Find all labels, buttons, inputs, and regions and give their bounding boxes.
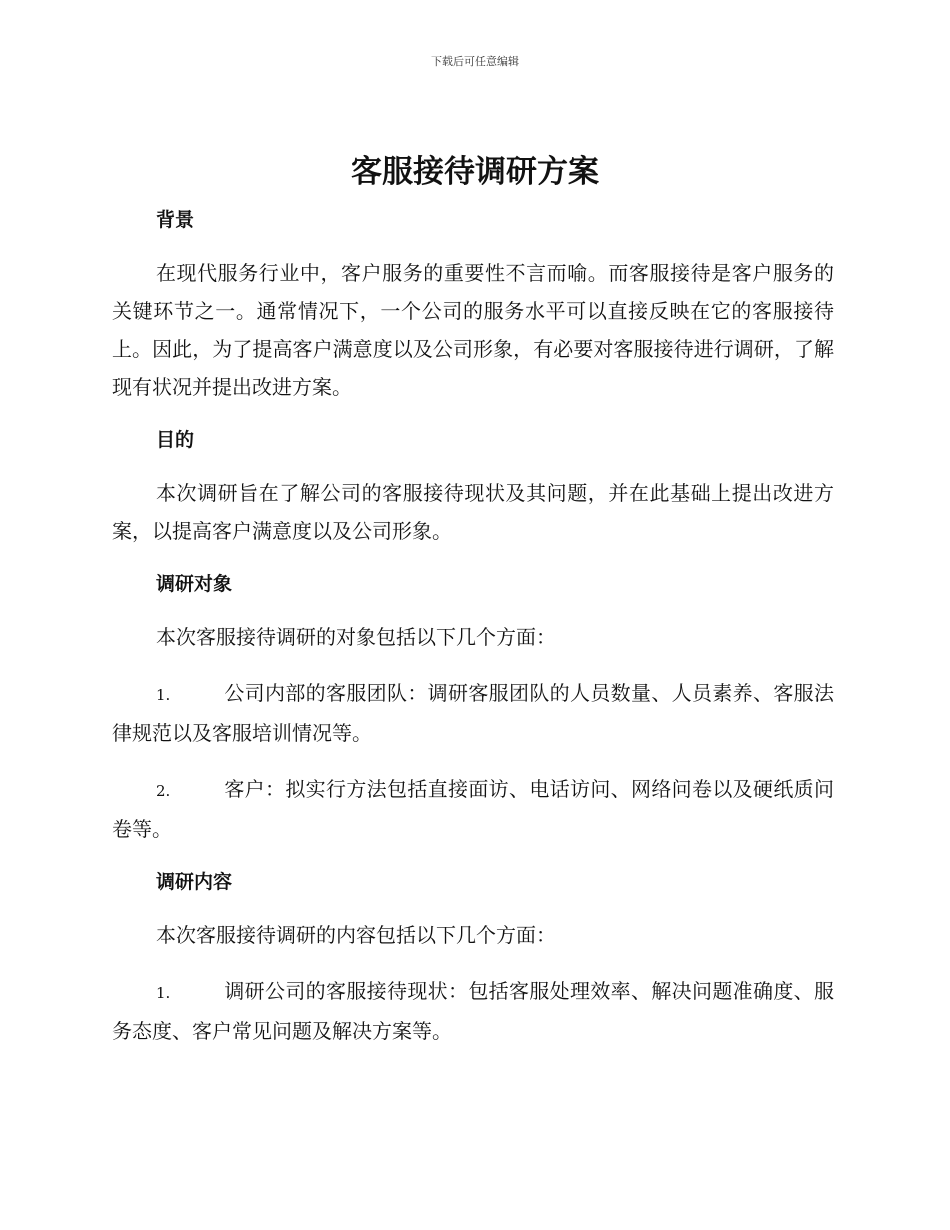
header-note: 下载后可任意编辑 xyxy=(431,55,519,68)
targets-intro: 本次客服接待调研的对象包括以下几个方面： xyxy=(156,625,556,649)
list-item xyxy=(112,770,834,848)
section-heading-purpose: 目的 xyxy=(156,429,195,451)
list-number: 1. xyxy=(156,686,171,704)
section-heading-background: 背景 xyxy=(156,209,195,231)
list-number: 2. xyxy=(156,782,171,800)
document-title: 客服接待调研方案 xyxy=(351,154,599,190)
background-paragraph: 在现代服务行业中，客户服务的重要性不言而喻。而客服接待是客户服务的关键环节之一。通常情况下，一个公司的服务水平可以直接反映在它的客服接待上。因此，为了提高客户满意度以及公司形象，有必要对客服接待进行调研，了解现有状况并提出改进方案。 xyxy=(112,261,834,399)
list-number: 1. xyxy=(156,984,171,1002)
list-item-text: 客户：拟实行方法包括直接面访、电话访问、网络问卷以及硬纸质问卷等。 xyxy=(112,777,834,841)
document-body xyxy=(112,204,834,1068)
list-item xyxy=(112,674,834,752)
list-item xyxy=(112,972,834,1050)
section-heading-targets: 调研对象 xyxy=(156,573,233,595)
purpose-paragraph: 本次调研旨在了解公司的客服接待现状及其问题，并在此基础上提出改进方案，以提高客户满意度以及公司形象。 xyxy=(112,481,834,543)
section-heading-content: 调研内容 xyxy=(156,871,233,893)
list-item-text: 公司内部的客服团队：调研客服团队的人员数量、人员素养、客服法律规范以及客服培训情况等。 xyxy=(112,681,834,745)
content-intro: 本次客服接待调研的内容包括以下几个方面： xyxy=(156,923,556,947)
list-item-text: 调研公司的客服接待现状：包括客服处理效率、解决问题准确度、服务态度、客户常见问题及解决方案等。 xyxy=(112,979,834,1043)
